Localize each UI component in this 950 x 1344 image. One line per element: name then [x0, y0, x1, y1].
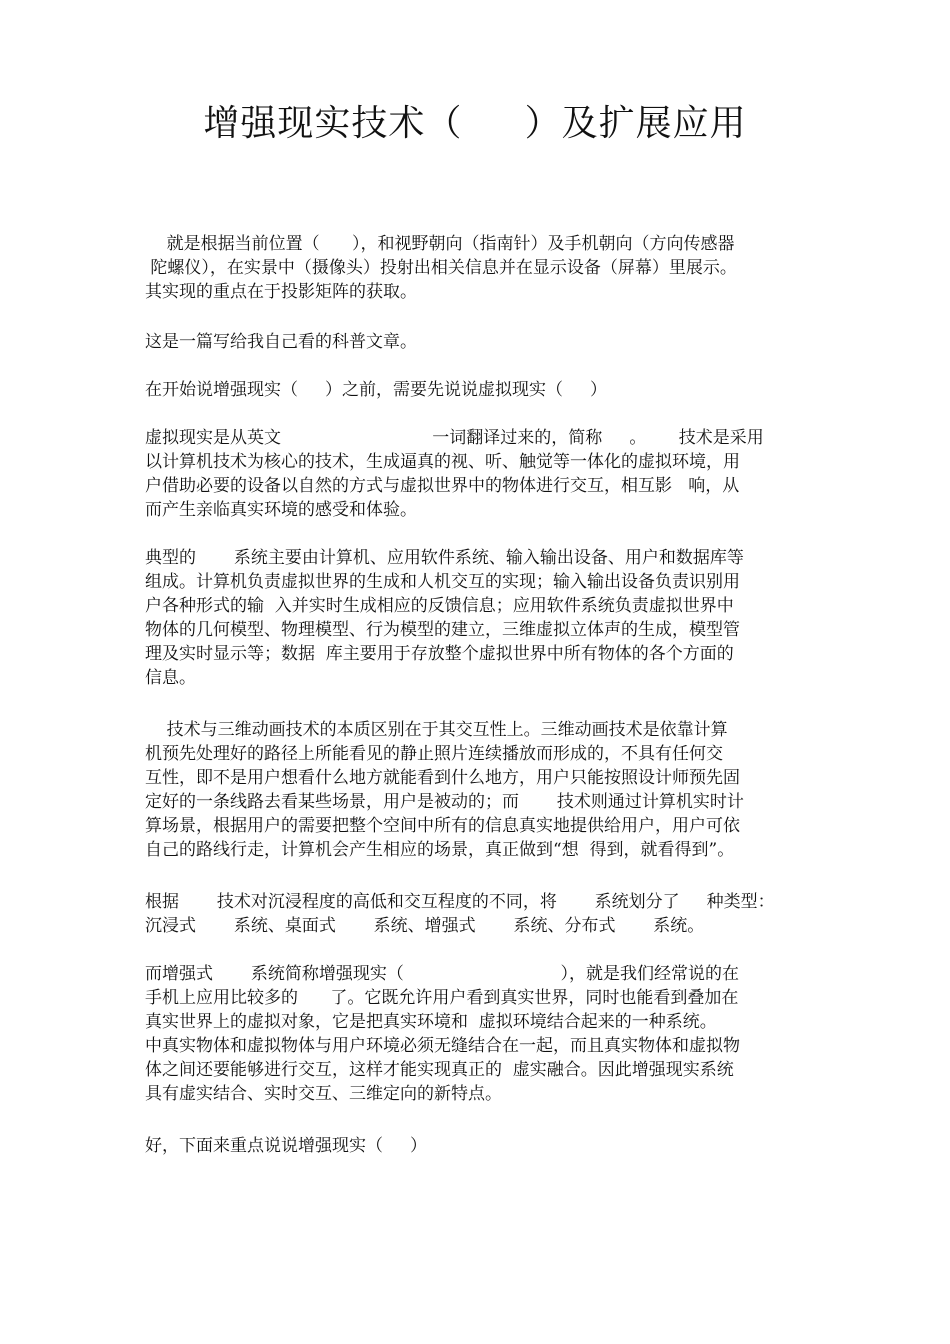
paragraph-ar-definition: 就是根据当前位置（ ），和视野朝向（指南针）及手机朝向（方向传感器 陀螺仪），在实景中（摄像头）投射出相关信息并在显示设备（屏幕）里展示。 其实现的重点在于投影矩阵的获取。	[145, 234, 737, 302]
paragraph-vr-system-components: 典型的 系统主要由计算机、应用软件系统、输入输出设备、用户和数据库等 组成。计算机负责虚拟世界的生成和人机交互的实现；输入输出设备负责识别用 户各种形式的输 入并实时生成相应的反馈信息；应用软件系统负责虚拟世界中 物体的几何模型、物理模型、行为模型的建立，三维虚拟立体声的生成，模型管 理及实时显示等；数据 库主要用于存放整个虚拟世界中所有物体的各个方面的 信息。	[145, 548, 744, 688]
paragraph-vr-types: 根据 技术对沉浸程度的高低和交互程度的不同，将 系统划分了 种类型： 沉浸式 系统、桌面式 系统、增强式 系统、分布式 系统。	[145, 892, 775, 936]
paragraph-vr-definition: 虚拟现实是从英文 一词翻译过来的，简称 。 技术是采用 以计算机技术为核心的技术，生成逼真的视、听、触觉等一体化的虚拟环境，用 户借助必要的设备以自然的方式与虚拟世界中的物体进行交互，相互影 响，从 而产生亲临真实环境的感受和体验。	[145, 428, 764, 520]
paragraph-intro: 这是一篇写给我自己看的科普文章。	[145, 332, 417, 352]
paragraph-vr-transition: 在开始说增强现实（ ）之前，需要先说说虚拟现实（ ）	[145, 380, 608, 400]
paragraph-vr-vs-animation: 技术与三维动画技术的本质区别在于其交互性上。三维动画技术是依靠计算 机预先处理好的路径上所能看见的静止照片连续播放而形成的，不具有任何交 互性，即不是用户想看什么地方就能看到什么地方，用户只能按照设计师预先固 定好的一条线路去看某些场景，用户是被动的；而 技术则通过计算机实时计 算场景，根据用户的需要把整个空间中所有的信息真实地提供给用户，用户可依 自己的路线行走，计算机会产生相应的场景，真正做到“想 得到，就看得到”。	[145, 720, 744, 860]
document-title: 增强现实技术（ ）及扩展应用	[203, 103, 747, 144]
paragraph-ar-focus: 好，下面来重点说说增强现实（ ）	[145, 1136, 428, 1156]
paragraph-ar-system: 而增强式 系统简称增强现实（ ），就是我们经常说的在 手机上应用比较多的 了。它既允许用户看到真实世界，同时也能看到叠加在 真实世界上的虚拟对象，它是把真实环境和 虚拟环境结合起来的一种系统。 中真实物体和虚拟物体与用户环境必须无缝结合在一起，而且真实物体和虚拟物 体之间还要能够进行交互，这样才能实现真正的 虚实融合。因此增强现实系统 具有虚实结合、实时交互、三维定向的新特点。	[145, 964, 740, 1104]
